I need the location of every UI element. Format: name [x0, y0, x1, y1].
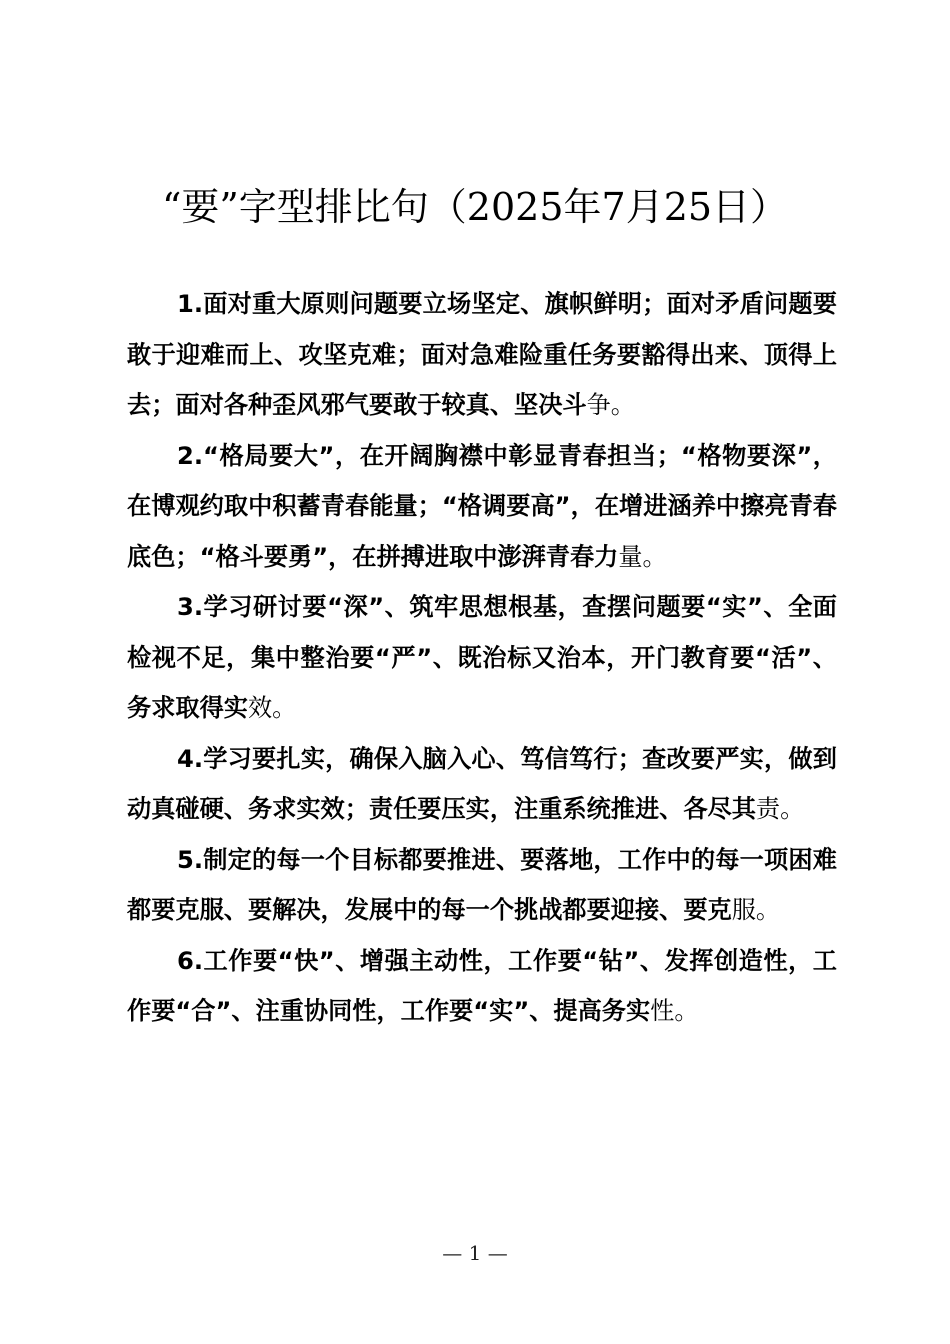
paragraph-3-bold: 3.学习研讨要“深”、筑牢思想根基，查摆问题要“实”、全面检视不足，集中整治要“严”、既治标又治本，开门教育要“活”、务求取得实	[127, 593, 837, 722]
paragraph-6	[127, 936, 837, 1037]
paragraph-1	[127, 279, 837, 431]
page-number: — 1 —	[442, 1241, 508, 1265]
paragraph-3	[127, 582, 837, 734]
paragraph-2-tail: 量。	[618, 542, 667, 571]
paragraph-3-tail: 效。	[247, 694, 297, 722]
paragraph-6-tail: 性。	[650, 997, 699, 1025]
paragraph-5-tail: 服。	[731, 896, 781, 924]
paragraph-1-bold: 1.面对重大原则问题要立场坚定、旗帜鲜明；面对矛盾问题要敢于迎难而上、攻坚克难；面对急难险重任务要豁得出来、顶得上去；面对各种歪风邪气要敢于较真、坚决斗	[127, 290, 837, 419]
paragraph-1-tail: 争。	[586, 391, 635, 419]
paragraph-2-bold: 2.“格局要大”，在开阔胸襟中彰显青春担当；“格物要深”，在博观约取中积蓄青春能量；“格调要高”，在增进涵养中擦亮青春底色；“格斗要勇”，在拼搏进取中澎湃青春力	[127, 441, 837, 571]
paragraph-2	[127, 431, 837, 583]
paragraph-5	[127, 835, 837, 936]
document-body	[127, 279, 837, 1037]
paragraph-4-bold: 4.学习要扎实，确保入脑入心、笃信笃行；查改要严实，做到动真碰硬、务求实效；责任要压实，注重系统推进、各尽其	[127, 744, 837, 823]
paragraph-5-bold: 5.制定的每一个目标都要推进、要落地，工作中的每一项困难都要克服、要解决，发展中的每一个挑战都要迎接、要克	[127, 845, 837, 924]
paragraph-6-bold: 6.工作要“快”、增强主动性，工作要“钻”、发挥创造性，工作要“合”、注重协同性，工作要“实”、提高务实	[127, 946, 837, 1025]
paragraph-4	[127, 734, 837, 835]
document-title: “要”字型排比句（2025年7月25日）	[161, 185, 789, 229]
paragraph-4-tail: 责。	[755, 795, 805, 823]
